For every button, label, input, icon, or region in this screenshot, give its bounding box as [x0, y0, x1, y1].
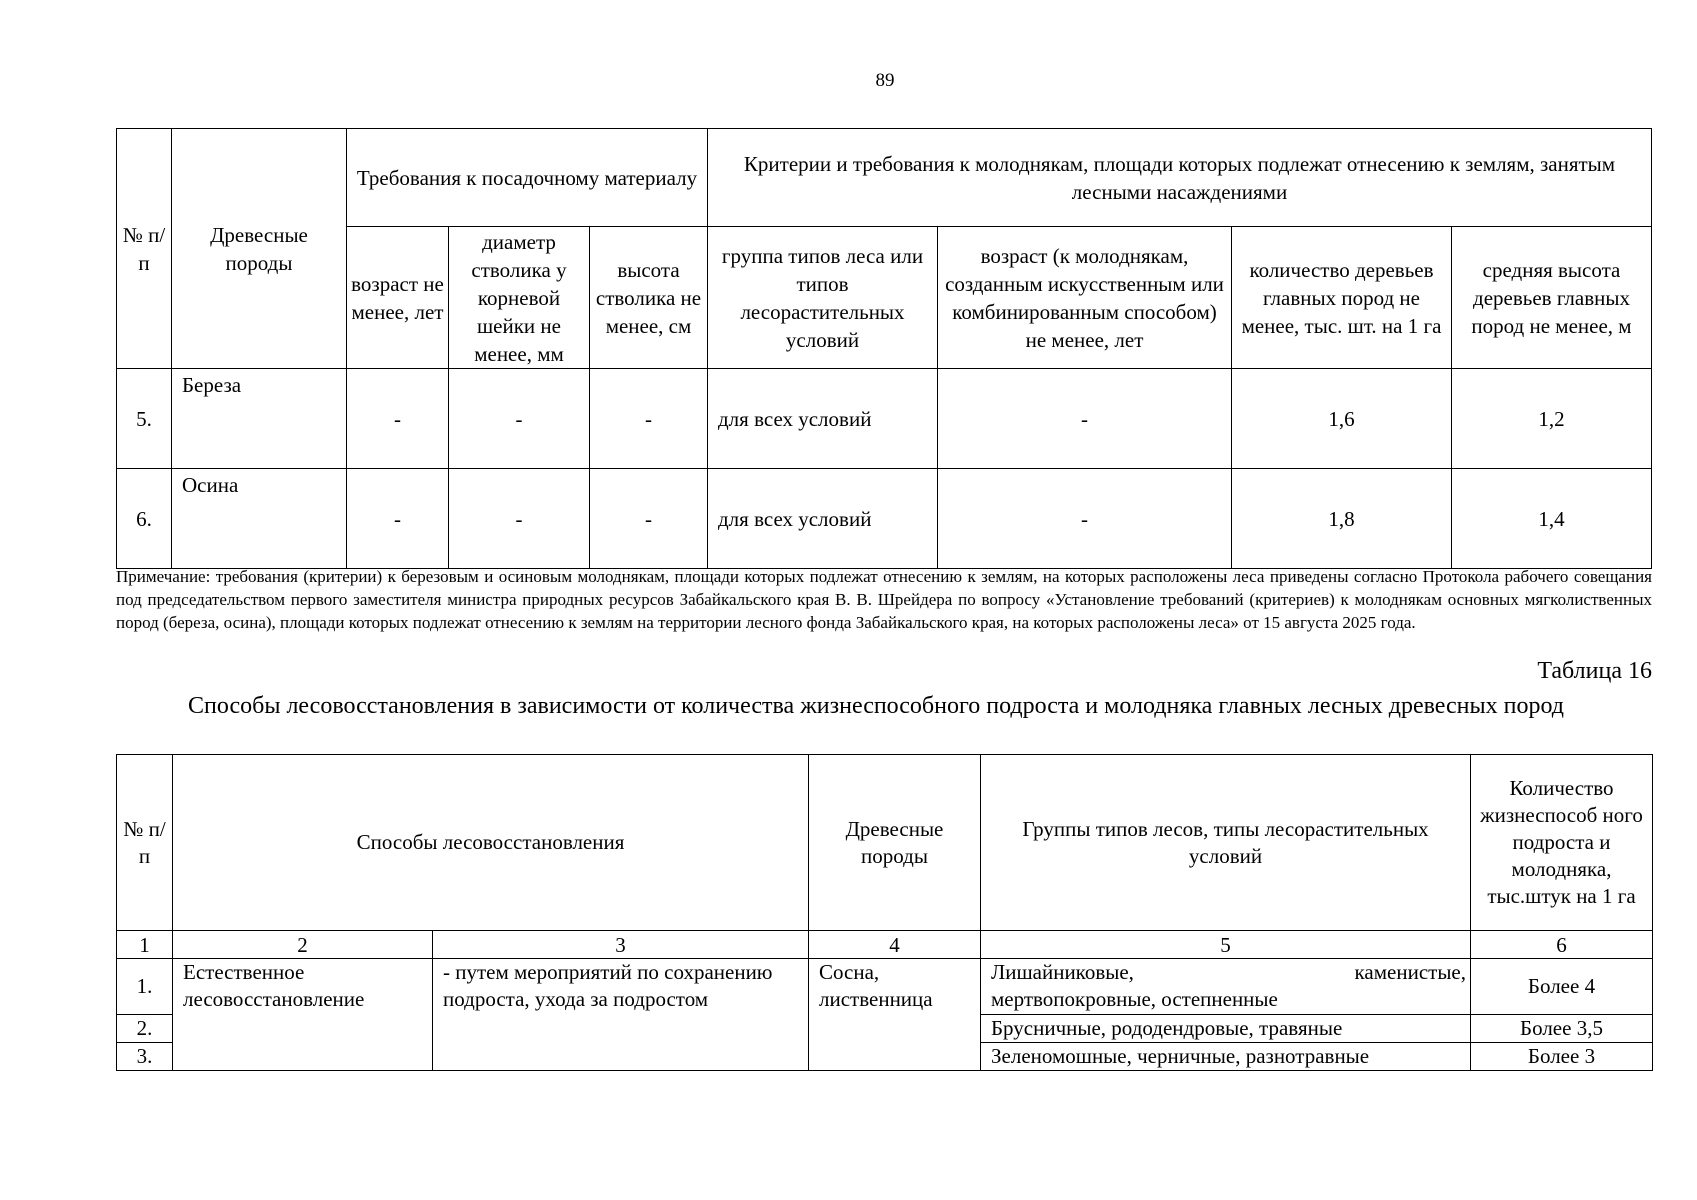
row-height: -: [590, 369, 708, 469]
method-main: Естественное лесовосстановление: [173, 959, 433, 1071]
method-detail: - путем мероприятий по сохранению подроста, ухода за подростом: [433, 959, 809, 1071]
header-species: Древесные породы: [809, 755, 981, 931]
header-species: Древесные породы: [172, 129, 347, 369]
header-methods: Способы лесовосстановления: [173, 755, 809, 931]
row-avg-height: 1,2: [1452, 369, 1652, 469]
species-cell: Сосна, лиственница: [809, 959, 981, 1071]
column-number: 4: [809, 931, 981, 959]
table-reforestation-methods: [116, 754, 1653, 1071]
column-number: 1: [117, 931, 173, 959]
header-young-age: возраст (к молоднякам, созданным искусственным или комбинированным способом) не менее, лет: [938, 227, 1232, 369]
row-young-age: -: [938, 469, 1232, 569]
row-num: 2.: [117, 1015, 173, 1043]
column-number: 3: [433, 931, 809, 959]
row-tree-count: 1,6: [1232, 369, 1452, 469]
row-species: Осина: [172, 469, 347, 569]
table-caption: Способы лесовосстановления в зависимости от количества жизнеспособного подроста и молодняка главных лесных древесных пород: [188, 693, 1565, 719]
header-young-stand-criteria: Критерии и требования к молоднякам, площади которых подлежат отнесению к землям, занятым лесными насаждениями: [708, 129, 1652, 227]
column-number: 5: [981, 931, 1471, 959]
forest-groups-line: Лишайниковые, каменистые,: [991, 960, 1466, 984]
row-diameter: -: [449, 369, 590, 469]
header-quantity: Количество жизнеспособ ного подроста и молодняка, тыс.штук на 1 га: [1471, 755, 1653, 931]
page-number: 89: [875, 70, 895, 91]
header-avg-height: средняя высота деревьев главных пород не менее, м: [1452, 227, 1652, 369]
row-num: 6.: [117, 469, 172, 569]
table-young-stands-requirements: [116, 128, 1652, 569]
table-row: [117, 469, 1652, 569]
column-number: 6: [1471, 931, 1653, 959]
row-young-age: -: [938, 369, 1232, 469]
column-numbers-row: [117, 931, 1653, 959]
row-num: 1.: [117, 959, 173, 1015]
header-num: № п/п: [117, 755, 173, 931]
row-tree-count: 1,8: [1232, 469, 1452, 569]
row-age: -: [347, 369, 449, 469]
header-forest-group: группа типов леса или типов лесорастительных условий: [708, 227, 938, 369]
row-conditions: для всех условий: [708, 469, 938, 569]
row-diameter: -: [449, 469, 590, 569]
table-label: Таблица 16: [1537, 658, 1652, 684]
row-age: -: [347, 469, 449, 569]
header-diameter: диаметр стволика у корневой шейки не менее, мм: [449, 227, 590, 369]
row-avg-height: 1,4: [1452, 469, 1652, 569]
row-num: 5.: [117, 369, 172, 469]
header-tree-count: количество деревьев главных пород не менее, тыс. шт. на 1 га: [1232, 227, 1452, 369]
header-forest-groups: Группы типов лесов, типы лесорастительных условий: [981, 755, 1471, 931]
row-forest-groups: Брусничные, рододендровые, травяные: [981, 1015, 1471, 1043]
row-num: 3.: [117, 1043, 173, 1071]
row-forest-groups: Зеленомошные, черничные, разнотравные: [981, 1043, 1471, 1071]
table-row: [117, 959, 1653, 1015]
header-planting-material: Требования к посадочному материалу: [347, 129, 708, 227]
header-num: № п/п: [117, 129, 172, 369]
row-quantity: Более 4: [1471, 959, 1653, 1015]
column-number: 2: [173, 931, 433, 959]
row-quantity: Более 3,5: [1471, 1015, 1653, 1043]
table-row: [117, 369, 1652, 469]
row-conditions: для всех условий: [708, 369, 938, 469]
row-forest-groups: [981, 959, 1471, 1015]
header-height: высота стволика не менее, см: [590, 227, 708, 369]
row-height: -: [590, 469, 708, 569]
forest-groups-line: мертвопокровные, остепненные: [991, 987, 1278, 1011]
row-quantity: Более 3: [1471, 1043, 1653, 1071]
table-note: Примечание: требования (критерии) к березовым и осиновым молоднякам, площади которых подлежат отнесению к землям, на которых расположены леса приведены согласно Протокола рабочего совещания под председательством первого заместителя министра природных ресурсов Забайкальского края В. В. Шрейдера по вопросу «Установление требований (критериев) к молоднякам основных мягколиственных пород (береза, осина), площади которых подлежат отнесению к землям на территории лесного фонда Забайкальского края, на которых расположены леса» от 15 августа 2025 года.: [116, 567, 1652, 632]
header-age: возраст не менее, лет: [347, 227, 449, 369]
row-species: Береза: [172, 369, 347, 469]
